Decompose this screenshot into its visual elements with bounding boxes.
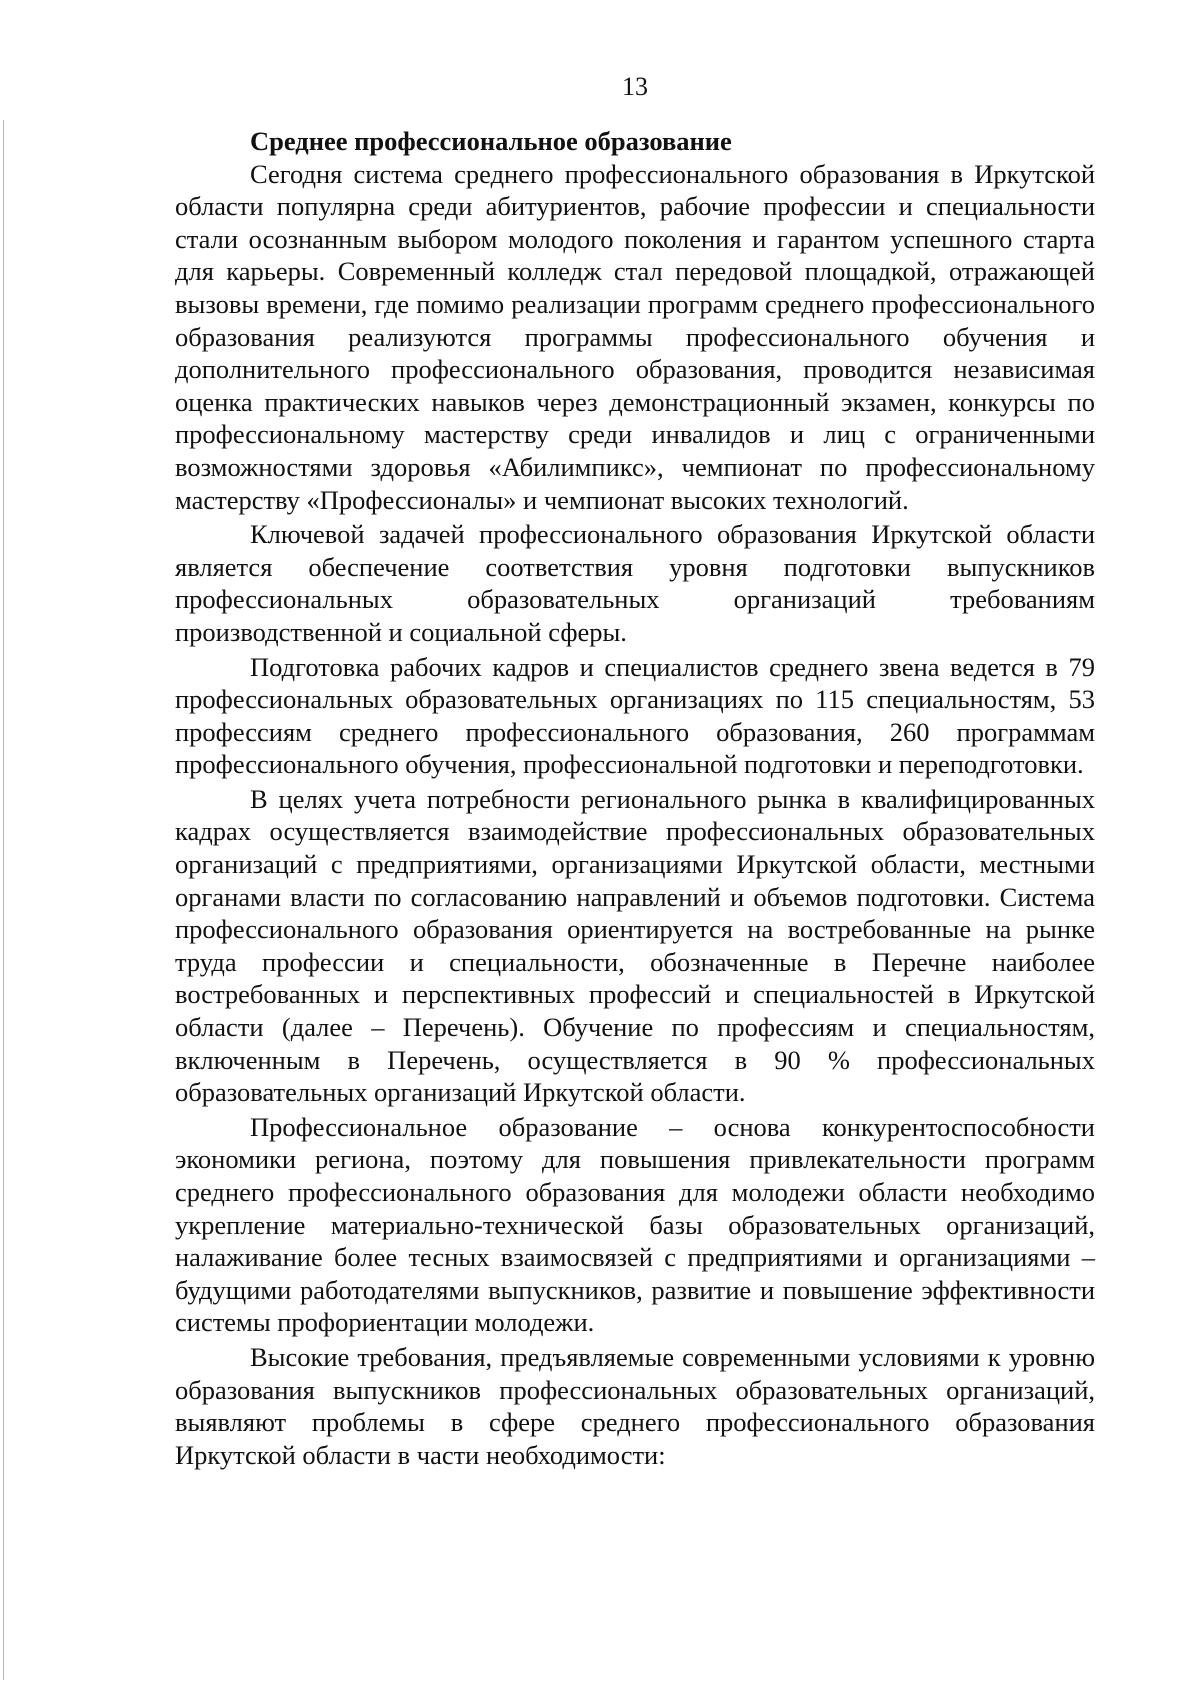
paragraph-competitiveness: Профессиональное образование – основа конкурентоспособности экономики региона, поэтому для повышения привлекательности программ среднего профессионального образования для молодежи области необходимо укрепление материально-технической базы образовательных организаций, налаживание более тесных взаимосвязей с предприятиями и организациями – будущими работодателями выпускников, развитие и повышение эффективности системы профориентации молодежи. — [175, 1111, 1095, 1338]
page-number: 13 — [622, 72, 648, 101]
section-heading: Среднее профессиональное образование — [250, 126, 732, 156]
paragraph-labor-market: В целях учета потребности регионального рынка в квалифицированных кадрах осуществляется взаимодействие профессиональных образовательных организаций с предприятиями, организациями Иркутской области, местными органами власти по согласованию направлений и объемов подготовки. Система профессионального образования ориентируется на востребованные на рынке труда профессии и специальности, обозначенные в Перечне наиболее востребованных и перспективных профессий и специальностей в Иркутской области (далее – Перечень). Обучение по профессиям и специальностям, включенным в Перечень, осуществляется в 90 % профессиональных образовательных организаций Иркутской области. — [175, 783, 1095, 1108]
scan-edge-line — [3, 120, 4, 1680]
paragraph-key-task: Ключевой задачей профессионального образования Иркутской области является обеспечение соответствия уровня подготовки выпускников профессиональных образовательных организаций требованиям производственной и социальной сферы. — [175, 519, 1095, 647]
document-body — [175, 125, 1095, 1473]
paragraph-intro: Сегодня система среднего профессионального образования в Иркутской области популярна среди абитуриентов, рабочие профессии и специальности стали осознанным выбором молодого поколения и гарантом успешного старта для карьеры. Современный колледж стал передовой площадкой, отражающей вызовы времени, где помимо реализации программ среднего профессионального образования реализуются программы профессионального обучения и дополнительного профессионального образования, проводится независимая оценка практических навыков через демонстрационный экзамен, конкурсы по профессиональному мастерству среди инвалидов и лиц с ограниченными возможностями здоровья «Абилимпикс», чемпионат по профессиональному мастерству «Профессионалы» и чемпионат высоких технологий. — [175, 158, 1095, 515]
paragraph-requirements: Высокие требования, предъявляемые современными условиями к уровню образования выпускников профессиональных образовательных организаций, выявляют проблемы в сфере среднего профессионального образования Иркутской области в части необходимости: — [175, 1341, 1095, 1470]
paragraph-training-stats: Подготовка рабочих кадров и специалистов среднего звена ведется в 79 профессиональных образовательных организациях по 115 специальностям, 53 профессиям среднего профессионального образования, 260 программам профессионального обучения, профессиональной подготовки и переподготовки. — [175, 651, 1095, 780]
